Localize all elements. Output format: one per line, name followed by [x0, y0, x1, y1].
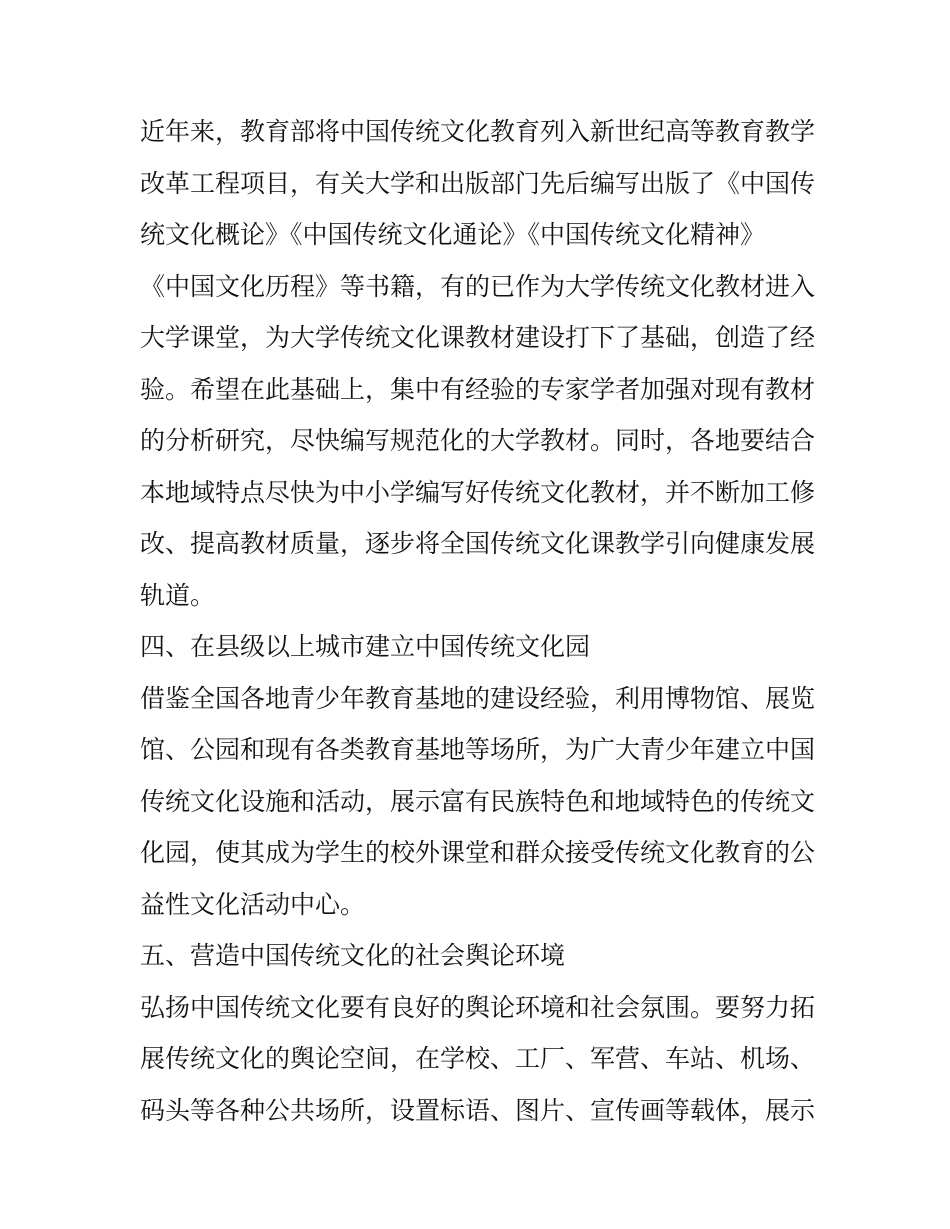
- text-line: 传统文化设施和活动，展示富有民族特色和地域特色的传统文: [140, 786, 816, 816]
- text-line: 改革工程项目，有关大学和出版部门先后编写出版了《中国传: [140, 168, 816, 198]
- text-line: 统文化概论》《中国传统文化通论》《中国传统文化精神》: [140, 220, 766, 249]
- text-line: 本地域特点尽快为中小学编写好传统文化教材，并不断加工修: [140, 477, 816, 507]
- text-line: 展传统文化的舆论空间，在学校、工厂、军营、车站、机场、: [140, 1044, 816, 1073]
- text-line: 验。希望在此基础上，集中有经验的专家学者加强对现有教材: [140, 374, 816, 404]
- text-line: 借鉴全国各地青少年教育基地的建设经验，利用博物馆、展览: [140, 683, 816, 713]
- text-line: 改、提高教材质量，逐步将全国传统文化课教学引向健康发展: [140, 529, 816, 558]
- text-line: 馆、公园和现有各类教育基地等场所，为广大青少年建立中国: [140, 735, 816, 764]
- text-line: 益性文化活动中心。: [140, 889, 366, 919]
- text-line: 大学课堂，为大学传统文化课教材建设打下了基础，创造了经: [140, 323, 816, 352]
- text-line: 的分析研究，尽快编写规范化的大学教材。同时，各地要结合: [140, 426, 816, 455]
- text-line: 弘扬中国传统文化要有良好的舆论环境和社会氛围。要努力拓: [140, 992, 816, 1022]
- body-text: [140, 106, 820, 1136]
- section-heading: 四、在县级以上城市建立中国传统文化园: [140, 632, 591, 661]
- text-line: 近年来，教育部将中国传统文化教育列入新世纪高等教育教学: [140, 117, 816, 146]
- section-heading: 五、营造中国传统文化的社会舆论环境: [140, 941, 566, 970]
- text-line: 《中国文化历程》等书籍，有的已作为大学传统文化教材进入: [140, 271, 816, 301]
- text-line: 化园，使其成为学生的校外课堂和群众接受传统文化教育的公: [140, 838, 816, 867]
- text-line: 轨道。: [140, 580, 216, 610]
- text-line: 码头等各种公共场所，设置标语、图片、宣传画等载体，展示: [140, 1095, 816, 1125]
